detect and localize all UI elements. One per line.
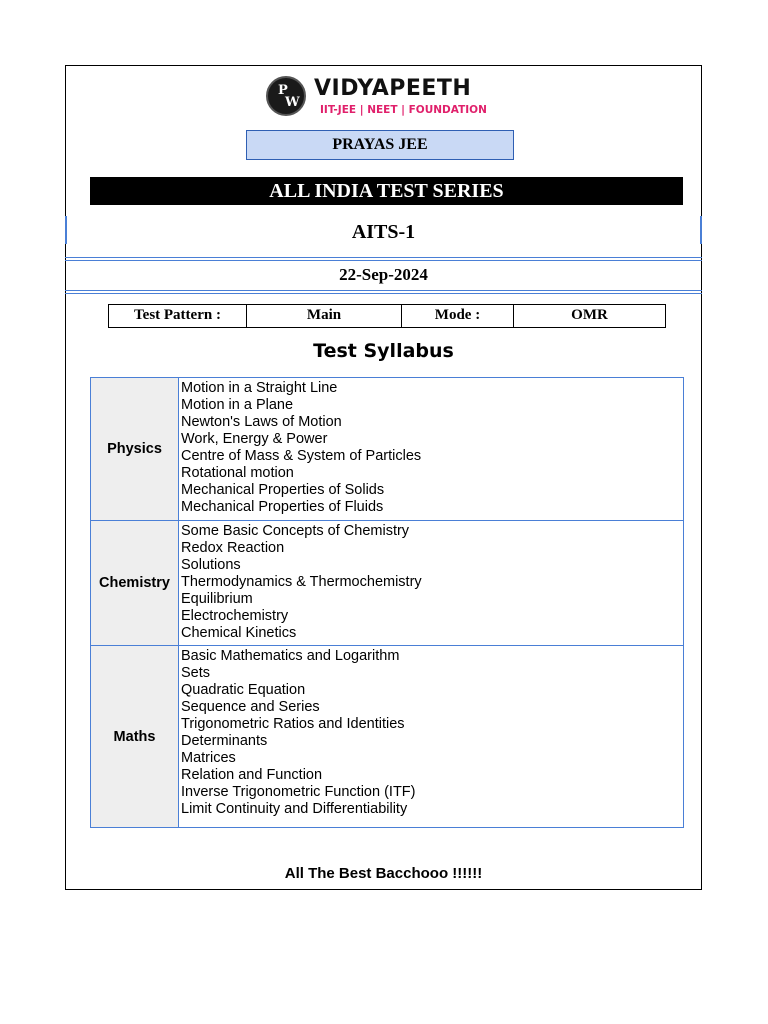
topic-item: Limit Continuity and Differentiability (181, 801, 408, 817)
topic-item: Matrices (181, 750, 236, 766)
syllabus-title: Test Syllabus (313, 340, 454, 362)
test-pattern-table (108, 304, 666, 328)
syllabus-row-physics (91, 378, 683, 521)
topic-item: Equilibrium (181, 591, 253, 607)
brand-name: VIDYAPEETH (314, 76, 472, 101)
topic-item: Chemical Kinetics (181, 625, 297, 641)
brand-tagline: IIT-JEE | NEET | FOUNDATION (320, 104, 487, 116)
topic-item: Rotational motion (181, 465, 294, 481)
test-date: 22-Sep-2024 (339, 265, 428, 284)
topic-item: Quadratic Equation (181, 682, 306, 698)
topic-item: Trigonometric Ratios and Identities (181, 716, 405, 732)
subject-cell: Physics (91, 378, 179, 520)
test-name: AITS-1 (65, 216, 702, 244)
pattern-label: Test Pattern : (109, 305, 247, 327)
topics-cell (179, 521, 422, 645)
pw-vidyapeeth-logo (266, 76, 506, 120)
divider (65, 260, 702, 261)
topic-item: Electrochemistry (181, 608, 289, 624)
program-name: PRAYAS JEE (246, 130, 514, 160)
topic-item: Newton's Laws of Motion (181, 414, 342, 430)
topics-cell (179, 646, 416, 827)
topic-item: Work, Energy & Power (181, 431, 328, 447)
topic-item: Motion in a Straight Line (181, 380, 338, 396)
divider (65, 257, 702, 258)
syllabus-row-maths (91, 646, 683, 827)
topic-item: Sequence and Series (181, 699, 320, 715)
topic-item: Thermodynamics & Thermochemistry (181, 574, 422, 590)
topic-item: Mechanical Properties of Solids (181, 482, 385, 498)
topic-item: Solutions (181, 557, 241, 573)
topic-item: Mechanical Properties of Fluids (181, 499, 384, 515)
syllabus-row-chemistry (91, 521, 683, 646)
series-title: ALL INDIA TEST SERIES (90, 177, 683, 205)
pattern-value: Main (247, 305, 402, 327)
topics-cell (179, 378, 421, 520)
topic-item: Some Basic Concepts of Chemistry (181, 523, 410, 539)
mode-value: OMR (571, 307, 608, 323)
topic-item: Determinants (181, 733, 268, 749)
footer-message: All The Best Bacchooo !!!!!! (284, 865, 483, 882)
topic-item: Inverse Trigonometric Function (ITF) (181, 784, 416, 800)
topic-item: Relation and Function (181, 767, 323, 783)
pw-logo-icon: P W (266, 76, 306, 116)
topic-item: Redox Reaction (181, 540, 285, 556)
subject-cell: Chemistry (91, 521, 179, 645)
subject-cell: Maths (91, 646, 179, 827)
mode-label: Mode : (402, 305, 514, 327)
topic-item: Motion in a Plane (181, 397, 294, 413)
divider (65, 293, 702, 294)
topic-item: Basic Mathematics and Logarithm (181, 648, 400, 664)
topic-item: Centre of Mass & System of Particles (181, 448, 422, 464)
divider (65, 290, 702, 291)
topic-item: Sets (181, 665, 211, 681)
syllabus-table (90, 377, 684, 828)
